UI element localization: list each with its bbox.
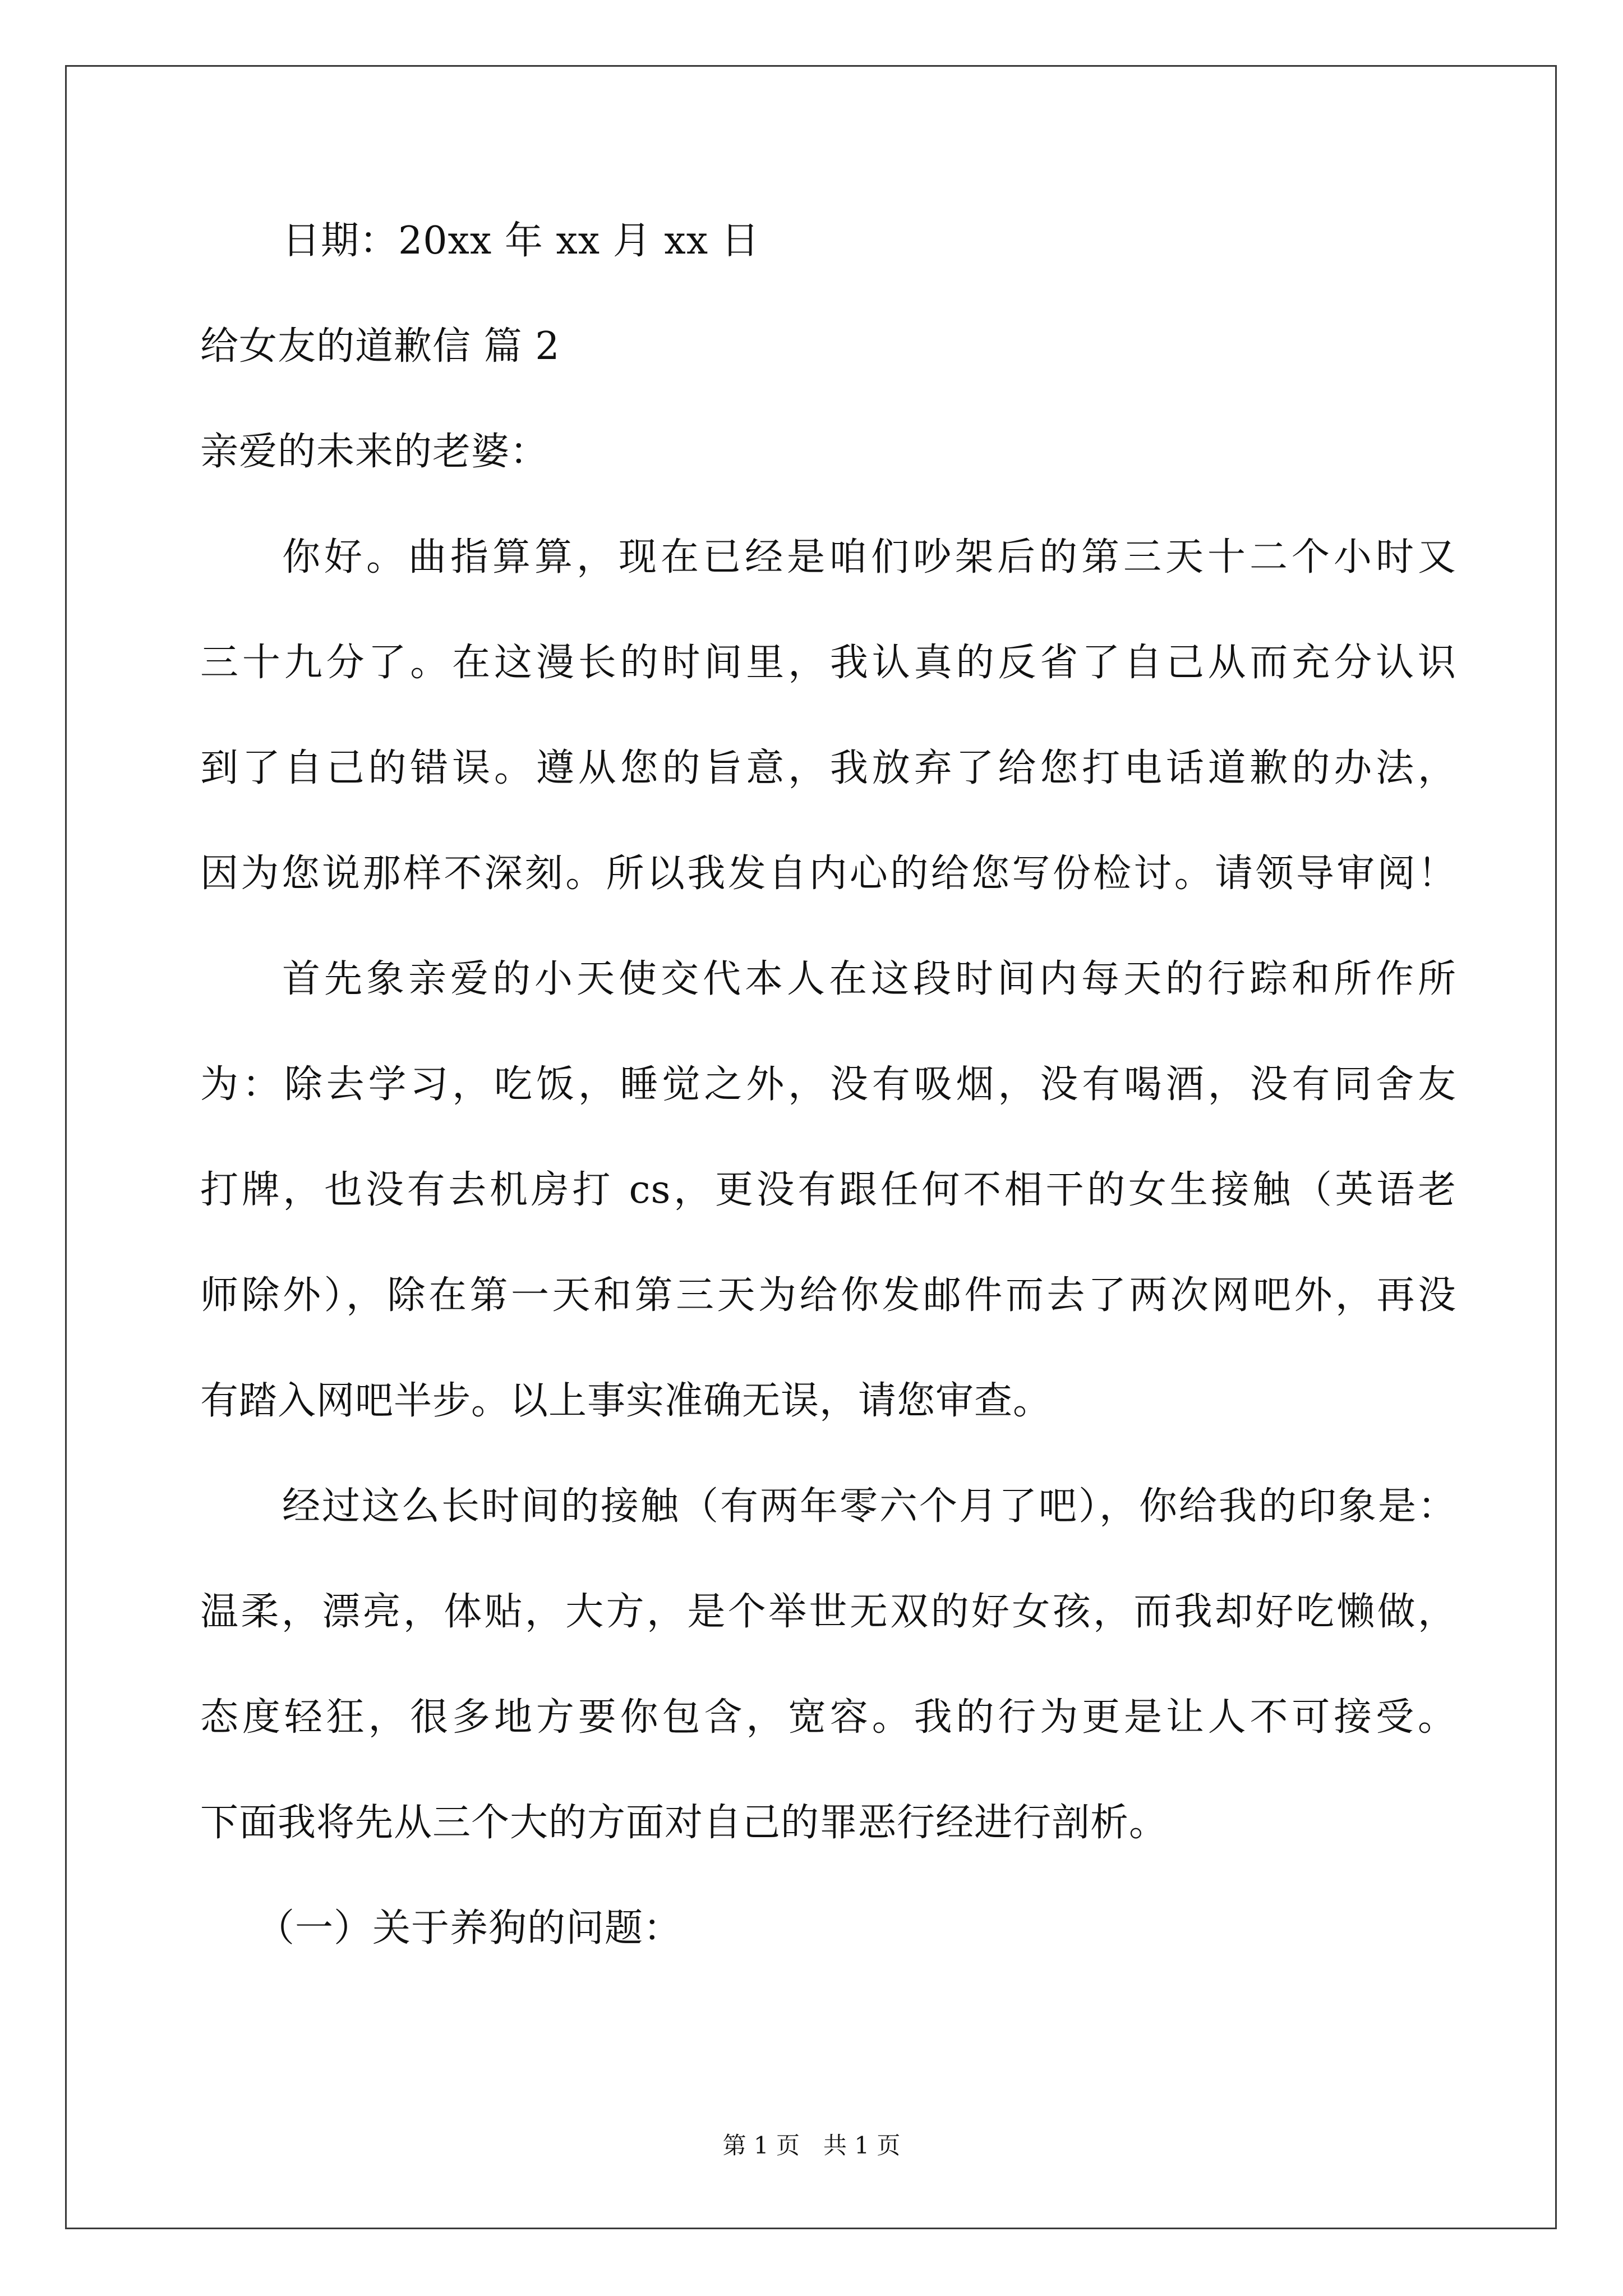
- text-line-p3-l1: 经过这么长时间的接触（有两年零六个月了吧），你给我的印象是：: [282, 1484, 1456, 1529]
- text-line-section-1: （一）关于养狗的问题：: [256, 1906, 683, 1950]
- text-line-p3-l2: 温柔，漂亮，体贴，大方，是个举世无双的好女孩，而我却好吃懒做，: [200, 1590, 1456, 1634]
- text-line-p2-l4: 师除外），除在第一天和第三天为给你发邮件而去了两次网吧外，再没: [200, 1273, 1456, 1318]
- text-line-date: 日期：20xx 年 xx 月 xx 日: [282, 219, 760, 263]
- page-footer: 第 1 页 共 1 页: [722, 2132, 901, 2159]
- text-line-p3-l3: 态度轻狂，很多地方要你包含，宽容。我的行为更是让人不可接受。: [200, 1695, 1456, 1740]
- text-line-p1-l2: 三十九分了。在这漫长的时间里，我认真的反省了自己从而充分认识: [200, 641, 1456, 685]
- text-line-p1-l3: 到了自己的错误。遵从您的旨意，我放弃了给您打电话道歉的办法，: [200, 746, 1456, 790]
- text-line-p3-l4: 下面我将先从三个大的方面对自己的罪恶行经进行剖析。: [200, 1801, 1168, 1845]
- text-line-p1-l4: 因为您说那样不深刻。所以我发自内心的给您写份检讨。请领导审阅！: [200, 852, 1456, 896]
- text-line-p2-l5: 有踏入网吧半步。以上事实准确无误，请您审查。: [200, 1379, 1052, 1423]
- page-border: [65, 65, 1557, 2229]
- text-line-p1-l1: 你好。曲指算算，现在已经是咱们吵架后的第三天十二个小时又: [282, 535, 1456, 579]
- text-line-p2-l2: 为：除去学习，吃饭，睡觉之外，没有吸烟，没有喝酒，没有同舍友: [200, 1062, 1456, 1107]
- text-line-salutation: 亲爱的未来的老婆：: [200, 430, 549, 474]
- text-line-p2-l1: 首先象亲爱的小天使交代本人在这段时间内每天的行踪和所作所: [282, 957, 1456, 1001]
- text-line-title: 给女友的道歉信 篇 2: [200, 324, 560, 369]
- text-line-p2-l3: 打牌，也没有去机房打 cs，更没有跟任何不相干的女生接触（英语老: [200, 1168, 1456, 1212]
